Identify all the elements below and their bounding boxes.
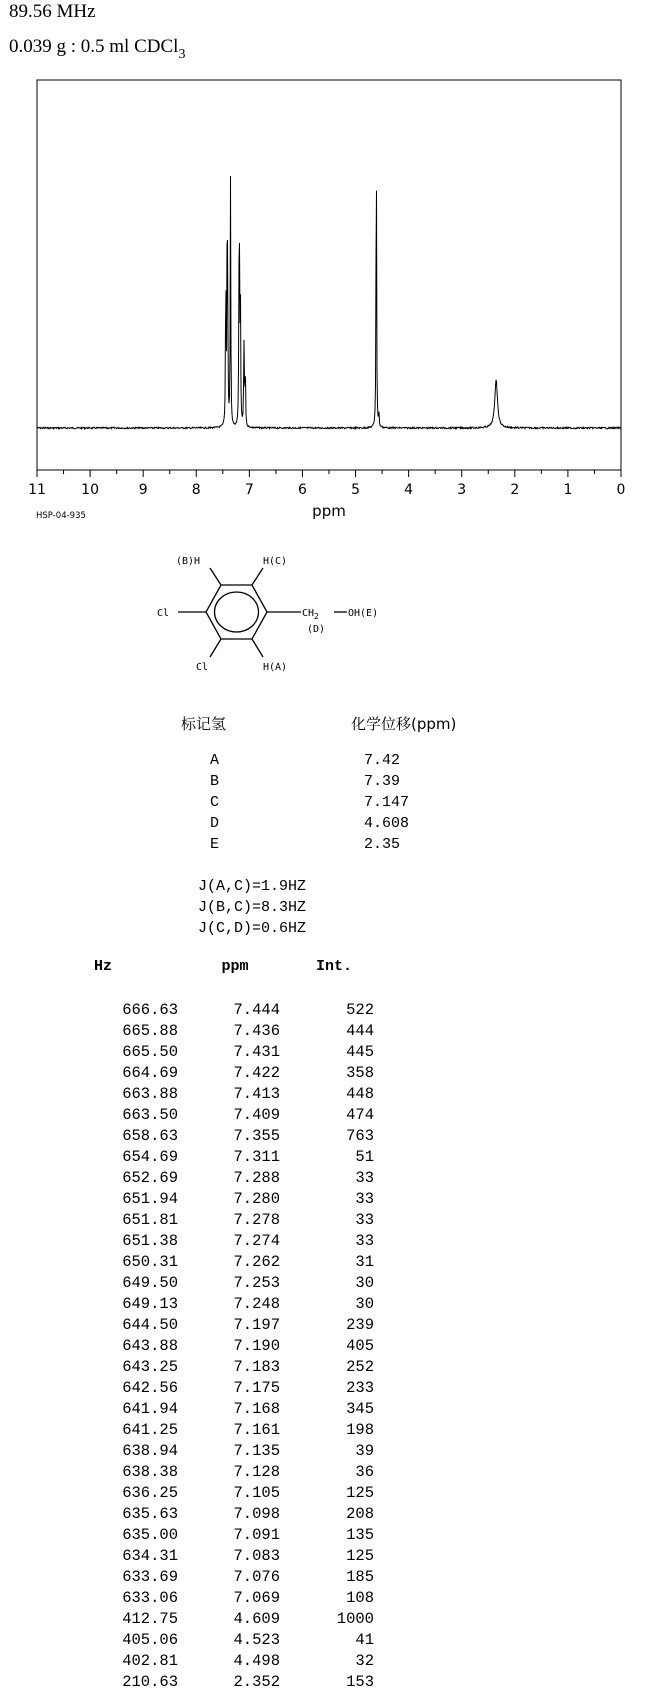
table-row: [64, 1609, 374, 1630]
cell-ppm: 7.274: [233, 1232, 280, 1250]
peak-table-header: [64, 958, 374, 1000]
cell-ppm: 7.128: [233, 1463, 280, 1481]
header-int: Int.: [315, 958, 352, 975]
cell-int: 448: [346, 1085, 374, 1103]
molecule-structure: [150, 548, 450, 698]
cell-int: 108: [346, 1589, 374, 1607]
label-d: (D): [307, 624, 326, 635]
cell-ppm: 7.168: [233, 1400, 280, 1418]
cell-ppm: 7.288: [233, 1169, 280, 1187]
cell-int: 31: [355, 1253, 374, 1271]
x-tick-label: 8: [191, 482, 201, 498]
table-row: [64, 1021, 374, 1042]
table-row: [64, 1336, 374, 1357]
assignment-shift: 7.42: [364, 752, 401, 769]
cell-int: 252: [346, 1358, 374, 1376]
spectrum-trace: [37, 176, 621, 429]
cell-ppm: 7.161: [233, 1421, 280, 1439]
table-row: [64, 1588, 374, 1609]
cell-int: 1000: [336, 1610, 374, 1628]
assignment-label: A: [210, 752, 220, 769]
assignment-shift: 2.35: [364, 836, 401, 853]
cell-hz: 638.38: [122, 1463, 178, 1481]
cell-hz: 658.63: [122, 1127, 178, 1145]
cell-hz: 634.31: [122, 1547, 178, 1565]
cell-int: 33: [355, 1169, 374, 1187]
table-row: [64, 1210, 374, 1231]
table-row: [64, 1462, 374, 1483]
coupling-constant: J(A,C)=1.9HZ: [198, 878, 307, 895]
cell-ppm: 7.413: [233, 1085, 280, 1103]
cell-ppm: 7.183: [233, 1358, 280, 1376]
coupling-constant: J(C,D)=0.6HZ: [198, 920, 307, 937]
cell-ppm: 7.175: [233, 1379, 280, 1397]
table-row: [64, 1546, 374, 1567]
label-oh: OH(E): [348, 608, 379, 619]
cell-int: 474: [346, 1106, 374, 1124]
x-tick-label: 10: [81, 482, 100, 498]
cell-ppm: 7.083: [233, 1547, 280, 1565]
cell-int: 233: [346, 1379, 374, 1397]
spectrometer-frequency: 89.56 MHz: [9, 1, 96, 22]
x-tick-label: 4: [404, 482, 414, 498]
assignment-label-header: 标记氢: [181, 715, 227, 733]
label-cl-left: Cl: [157, 608, 170, 619]
cell-ppm: 7.355: [233, 1127, 280, 1145]
cell-int: 763: [346, 1127, 374, 1145]
coupling-constant: J(B,C)=8.3HZ: [198, 899, 307, 916]
cell-hz: 642.56: [122, 1379, 178, 1397]
label-ch2-sub: 2: [314, 612, 319, 621]
cell-int: 445: [346, 1043, 374, 1061]
cell-int: 30: [355, 1274, 374, 1292]
assignment-shift: 7.147: [364, 794, 410, 811]
cell-hz: 652.69: [122, 1169, 178, 1187]
cell-ppm: 7.422: [233, 1064, 280, 1082]
cell-hz: 650.31: [122, 1253, 178, 1271]
cell-int: 208: [346, 1505, 374, 1523]
cell-ppm: 7.248: [233, 1295, 280, 1313]
table-row: [64, 1315, 374, 1336]
cell-hz: 635.00: [122, 1526, 178, 1544]
cell-hz: 643.25: [122, 1358, 178, 1376]
cell-hz: 636.25: [122, 1484, 178, 1502]
cell-hz: 412.75: [122, 1610, 178, 1628]
cell-hz: 649.13: [122, 1295, 178, 1313]
cell-int: 198: [346, 1421, 374, 1439]
cell-ppm: 7.436: [233, 1022, 280, 1040]
cell-ppm: 4.609: [233, 1610, 280, 1628]
peak-table: [64, 958, 374, 1693]
cell-ppm: 7.311: [233, 1148, 280, 1166]
cell-int: 125: [346, 1484, 374, 1502]
coupling-constants: [198, 876, 306, 939]
assignment-shift-header: 化学位移(ppm): [351, 715, 457, 733]
cell-hz: 649.50: [122, 1274, 178, 1292]
cell-hz: 663.88: [122, 1085, 178, 1103]
cell-ppm: 2.352: [233, 1673, 280, 1691]
assignment-shift: 7.39: [364, 773, 401, 790]
cell-int: 135: [346, 1526, 374, 1544]
x-axis: [28, 470, 625, 498]
cell-ppm: 7.190: [233, 1337, 280, 1355]
assignment-shift: 4.608: [364, 815, 410, 832]
x-tick-label: 1: [563, 482, 573, 498]
label-cl-bottom: Cl: [196, 662, 209, 673]
table-row: [64, 1672, 374, 1693]
cell-int: 522: [346, 1001, 374, 1019]
table-row: [64, 1420, 374, 1441]
cell-int: 358: [346, 1064, 374, 1082]
cell-int: 185: [346, 1568, 374, 1586]
table-row: [64, 1168, 374, 1189]
cell-hz: 633.69: [122, 1568, 178, 1586]
cell-ppm: 7.444: [233, 1001, 280, 1019]
cell-int: 239: [346, 1316, 374, 1334]
table-row: [64, 1105, 374, 1126]
table-row: [64, 1147, 374, 1168]
cell-hz: 651.94: [122, 1190, 178, 1208]
cell-int: 33: [355, 1190, 374, 1208]
x-tick-label: 3: [457, 482, 467, 498]
assignment-label: B: [210, 773, 220, 790]
cell-hz: 665.88: [122, 1022, 178, 1040]
cell-ppm: 7.409: [233, 1106, 280, 1124]
cell-ppm: 7.069: [233, 1589, 280, 1607]
header-hz: Hz: [94, 958, 113, 975]
assignment-shifts: [364, 750, 409, 855]
cell-int: 345: [346, 1400, 374, 1418]
table-row: [64, 1567, 374, 1588]
cell-ppm: 4.498: [233, 1652, 280, 1670]
table-row: [64, 1189, 374, 1210]
cell-hz: 666.63: [122, 1001, 178, 1019]
table-row: [64, 1273, 374, 1294]
table-row: [64, 1525, 374, 1546]
table-row: [64, 1126, 374, 1147]
table-row: [64, 1504, 374, 1525]
cell-int: 30: [355, 1295, 374, 1313]
cell-ppm: 4.523: [233, 1631, 280, 1649]
cell-hz: 644.50: [122, 1316, 178, 1334]
cell-hz: 210.63: [122, 1673, 178, 1691]
cell-int: 33: [355, 1211, 374, 1229]
x-tick-label: 5: [351, 482, 361, 498]
table-row: [64, 1441, 374, 1462]
x-tick-label: 11: [28, 482, 46, 498]
cell-ppm: 7.105: [233, 1484, 280, 1502]
label-hb: (B)H: [176, 556, 201, 567]
cell-int: 444: [346, 1022, 374, 1040]
cell-ppm: 7.280: [233, 1190, 280, 1208]
table-row: [64, 1357, 374, 1378]
cell-int: 39: [355, 1442, 374, 1460]
table-row: [64, 1231, 374, 1252]
sample-description: [9, 36, 185, 63]
table-row: [64, 1651, 374, 1672]
label-ch2: [302, 608, 319, 621]
assignment-label: E: [210, 836, 220, 853]
label-ha: H(A): [263, 662, 288, 673]
cell-hz: 638.94: [122, 1442, 178, 1460]
sample-text: 0.039 g : 0.5 ml CDCl: [9, 36, 179, 57]
cell-hz: 651.81: [122, 1211, 178, 1229]
cell-int: 153: [346, 1673, 374, 1691]
table-row: [64, 1252, 374, 1273]
cell-int: 33: [355, 1232, 374, 1250]
label-hc: H(C): [263, 556, 288, 567]
x-tick-label: 6: [297, 482, 307, 498]
cell-ppm: 7.431: [233, 1043, 280, 1061]
cell-hz: 654.69: [122, 1148, 178, 1166]
x-tick-label: 2: [510, 482, 520, 498]
sample-subscript: 3: [178, 47, 186, 62]
table-row: [64, 1294, 374, 1315]
label-ch: CH: [302, 608, 315, 619]
table-row: [64, 1483, 374, 1504]
table-row: [64, 1399, 374, 1420]
table-row: [64, 1630, 374, 1651]
cell-int: 32: [355, 1652, 374, 1670]
cell-hz: 651.38: [122, 1232, 178, 1250]
cell-ppm: 7.278: [233, 1211, 280, 1229]
cell-hz: 633.06: [122, 1589, 178, 1607]
cell-ppm: 7.262: [233, 1253, 280, 1271]
header-ppm: ppm: [221, 958, 249, 975]
table-row: [64, 1063, 374, 1084]
cell-int: 36: [355, 1463, 374, 1481]
cell-hz: 664.69: [122, 1064, 178, 1082]
x-tick-label: 0: [616, 482, 626, 498]
table-row: [64, 1000, 374, 1021]
x-axis-label: ppm: [312, 502, 346, 520]
x-tick-label: 7: [244, 482, 254, 498]
cell-hz: 663.50: [122, 1106, 178, 1124]
table-row: [64, 1084, 374, 1105]
plot-frame: [37, 80, 621, 470]
cell-hz: 405.06: [122, 1631, 178, 1649]
assignment-label: D: [210, 815, 220, 832]
assignment-labels: [210, 750, 219, 855]
x-tick-label: 9: [138, 482, 148, 498]
cell-hz: 641.94: [122, 1400, 178, 1418]
cell-int: 405: [346, 1337, 374, 1355]
cell-hz: 402.81: [122, 1652, 178, 1670]
benzene-ring: [178, 568, 347, 657]
assignment-label: C: [210, 794, 220, 811]
nmr-spectrum-chart: [0, 70, 652, 530]
cell-ppm: 7.253: [233, 1274, 280, 1292]
spectrum-code: HSP-04-935: [36, 511, 86, 521]
cell-ppm: 7.076: [233, 1568, 280, 1586]
cell-hz: 635.63: [122, 1505, 178, 1523]
table-row: [64, 1042, 374, 1063]
cell-ppm: 7.098: [233, 1505, 280, 1523]
table-row: [64, 1378, 374, 1399]
cell-int: 41: [355, 1631, 374, 1649]
cell-ppm: 7.197: [233, 1316, 280, 1334]
cell-hz: 665.50: [122, 1043, 178, 1061]
cell-int: 51: [355, 1148, 374, 1166]
cell-int: 125: [346, 1547, 374, 1565]
cell-ppm: 7.091: [233, 1526, 280, 1544]
cell-ppm: 7.135: [233, 1442, 280, 1460]
cell-hz: 643.88: [122, 1337, 178, 1355]
cell-hz: 641.25: [122, 1421, 178, 1439]
